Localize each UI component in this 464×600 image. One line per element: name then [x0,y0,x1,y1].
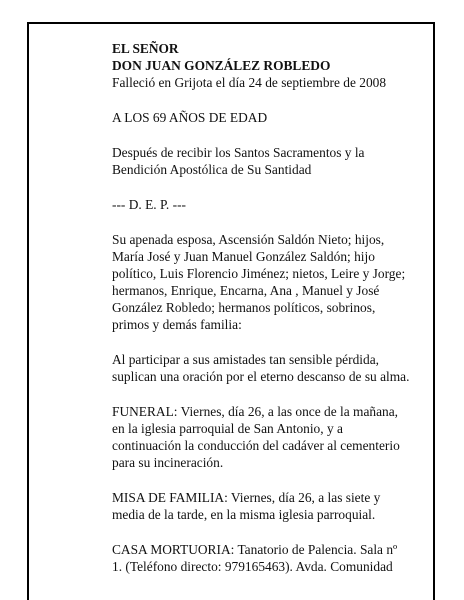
family-line: María José y Juan Manuel González Saldón; hijo [112,249,375,264]
request-line: suplican una oración por el eterno descanso de su alma. [112,369,410,384]
family-line: primos y demás familia: [112,317,242,332]
deceased-title [112,40,412,74]
deceased-name: DON JUAN GONZÁLEZ ROBLEDO [112,58,331,73]
dep-paragraph [112,196,412,213]
funeral-line: FUNERAL: Viernes, día 26, a las once de la mañana, [112,404,399,419]
death-line: Falleció en Grijota el día 24 de septiembre de 2008 [112,75,387,90]
age-line: A LOS 69 AÑOS DE EDAD [112,110,268,125]
family-line: González Robledo; hermanos políticos, sobrinos, [112,300,376,315]
dep-line: --- D. E. P. --- [112,197,187,212]
sacraments-line: Bendición Apostólica de Su Santidad [112,162,312,177]
death-info [112,74,412,91]
request-paragraph [112,351,412,385]
request-line: Al participar a sus amistades tan sensible pérdida, [112,352,379,367]
mass-line: media de la tarde, en la misma iglesia parroquial. [112,507,376,522]
family-paragraph [112,231,412,333]
mass-paragraph [112,489,412,523]
family-line: hermanos, Enrique, Encarna, Ana , Manuel y José [112,283,380,298]
title-line: EL SEÑOR [112,41,179,56]
family-line: político, Luis Florencio Jiménez; nietos, Leire y Jorge; [112,266,406,281]
funeral-line: en la iglesia parroquial de San Antonio, y a [112,421,343,436]
sacraments-line: Después de recibir los Santos Sacramentos y la [112,145,365,160]
mortuary-paragraph [112,541,412,575]
funeral-line: continuación la conducción del cadáver al cementerio [112,438,400,453]
funeral-line: para su incineración. [112,455,224,470]
mass-line: MISA DE FAMILIA: Viernes, día 26, a las siete y [112,490,381,505]
obituary-notice [112,40,412,575]
sacraments-paragraph [112,144,412,178]
age-info [112,109,412,126]
funeral-paragraph [112,403,412,471]
mortuary-line: 1. (Teléfono directo: 979165463). Avda. Comunidad [112,559,393,574]
family-line: Su apenada esposa, Ascensión Saldón Nieto; hijos, [112,232,385,247]
mortuary-line: CASA MORTUORIA: Tanatorio de Palencia. Sala nº [112,542,398,557]
